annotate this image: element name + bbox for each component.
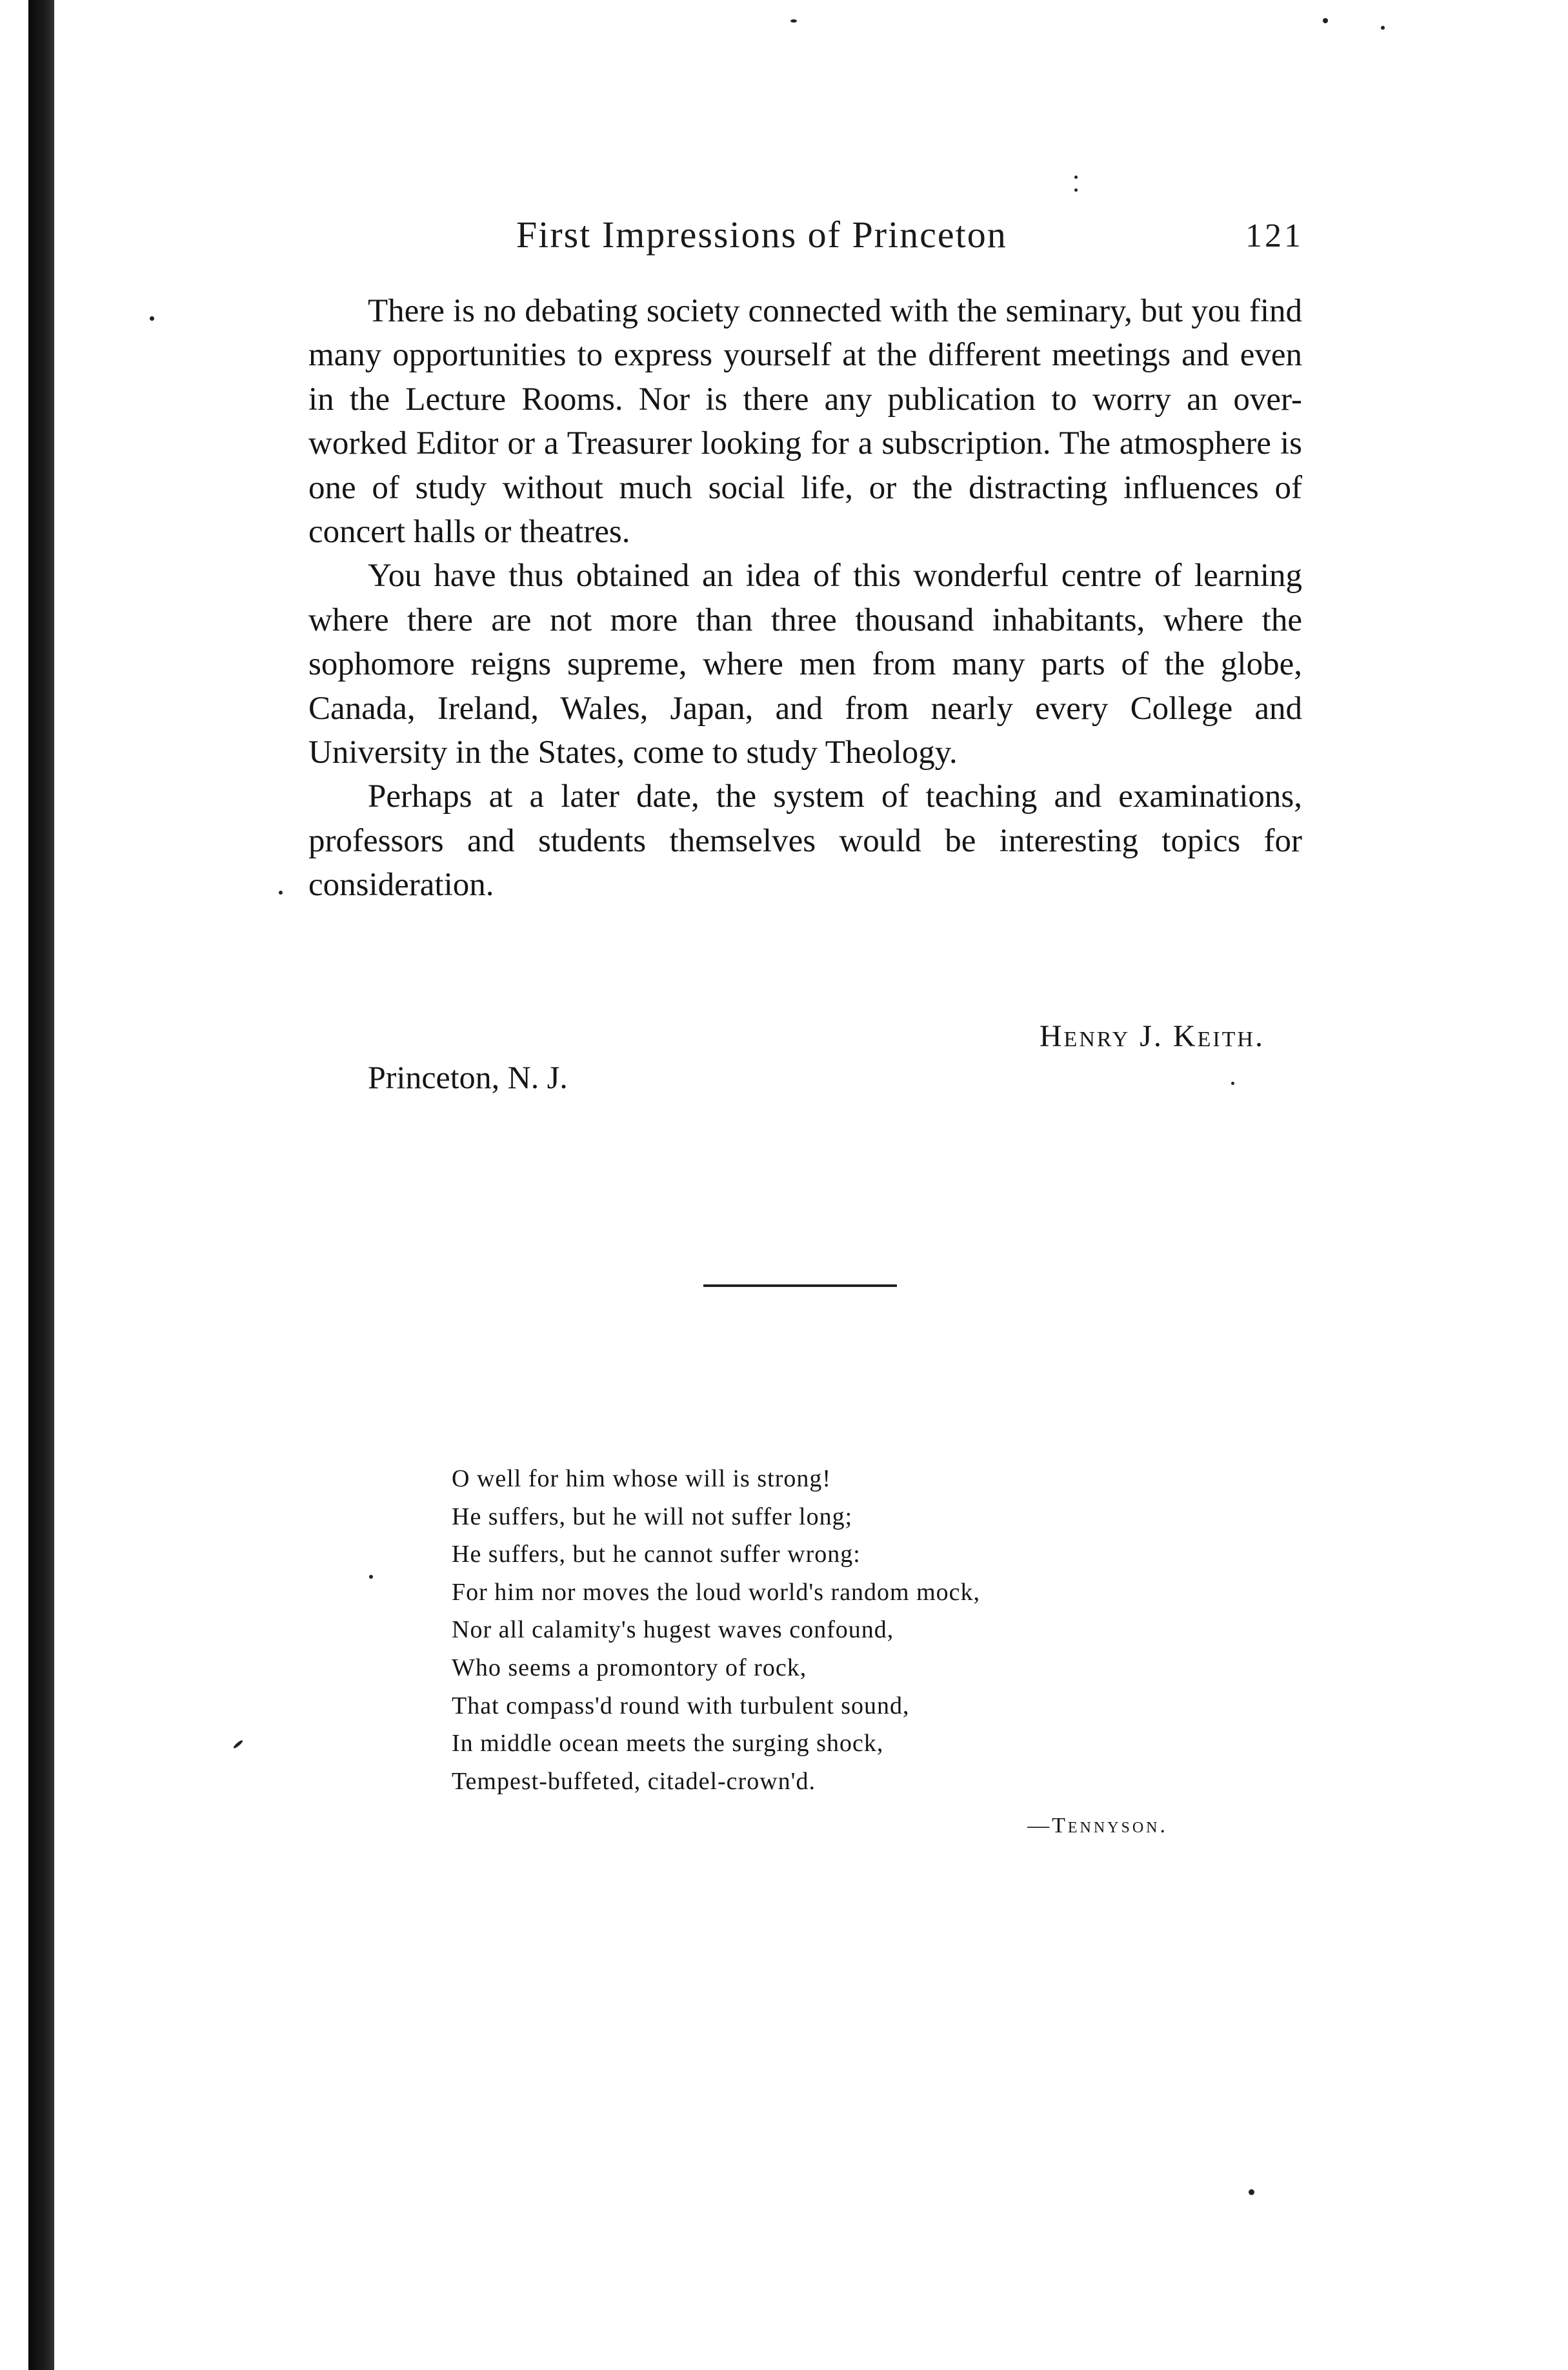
scan-speck <box>232 1739 243 1749</box>
paragraph: You have thus obtained an idea of this wonderful centre of learning where there are not more than three thousand inhabitants, where the sophomore reigns supreme, where men from many parts of the globe, Canada, Ireland, Wales, Japan, and from nearly every College and University in the States, come to study Theology. <box>308 558 1302 771</box>
page-number: 121 <box>1245 218 1303 254</box>
poem-line: He suffers, but he will not suffer long; <box>452 1503 853 1530</box>
running-head <box>361 213 1303 271</box>
poem-line: That compass'd round with turbulent sound, <box>452 1692 910 1719</box>
scan-speck <box>369 1575 373 1579</box>
article-body <box>308 289 1302 907</box>
poem-line: O well for him whose will is strong! <box>452 1465 832 1492</box>
book-spine-shadow <box>28 0 54 2370</box>
scan-speck <box>279 891 283 895</box>
scan-speck <box>1381 26 1385 30</box>
paragraph: There is no debating society connected with the seminary, but you find many opportunities to express yourself at the different meetings and even in the Lecture Rooms. Nor is there any publication to worry an over-worked Editor or a Treasurer looking for a subscription. The atmosphere is one of study without much social life, or the distracting influences of concert halls or theatres. <box>308 293 1302 551</box>
poem-line: In middle ocean meets the surging shock, <box>452 1730 884 1757</box>
poem-line: For him nor moves the loud world's random mock, <box>452 1578 981 1606</box>
poem-attribution: —Tennyson. <box>1027 1814 1168 1838</box>
author-signature: Henry J. Keith. <box>1039 1019 1265 1053</box>
scan-speck <box>1074 176 1078 179</box>
scan-speck <box>1074 188 1078 192</box>
poem-line: He suffers, but he cannot suffer wrong: <box>452 1541 861 1568</box>
poem <box>452 1460 1226 1800</box>
scan-speck <box>790 19 797 23</box>
paragraph: Perhaps at a later date, the system of teaching and examinations, professors and students themselves would be interesting topics for consideration. <box>308 778 1302 904</box>
poem-line: Who seems a promontory of rock, <box>452 1654 807 1681</box>
scan-speck <box>1249 2189 1254 2195</box>
scan-speck <box>1231 1082 1234 1085</box>
dateline: Princeton, N. J. <box>368 1059 568 1095</box>
scan-speck <box>1323 18 1328 23</box>
scan-speck <box>150 316 154 321</box>
section-divider <box>703 1284 897 1287</box>
poem-line: Tempest-buffeted, citadel-crown'd. <box>452 1767 816 1795</box>
running-title: First Impressions of Princeton <box>516 214 1007 256</box>
poem-line: Nor all calamity's hugest waves confound, <box>452 1616 894 1644</box>
